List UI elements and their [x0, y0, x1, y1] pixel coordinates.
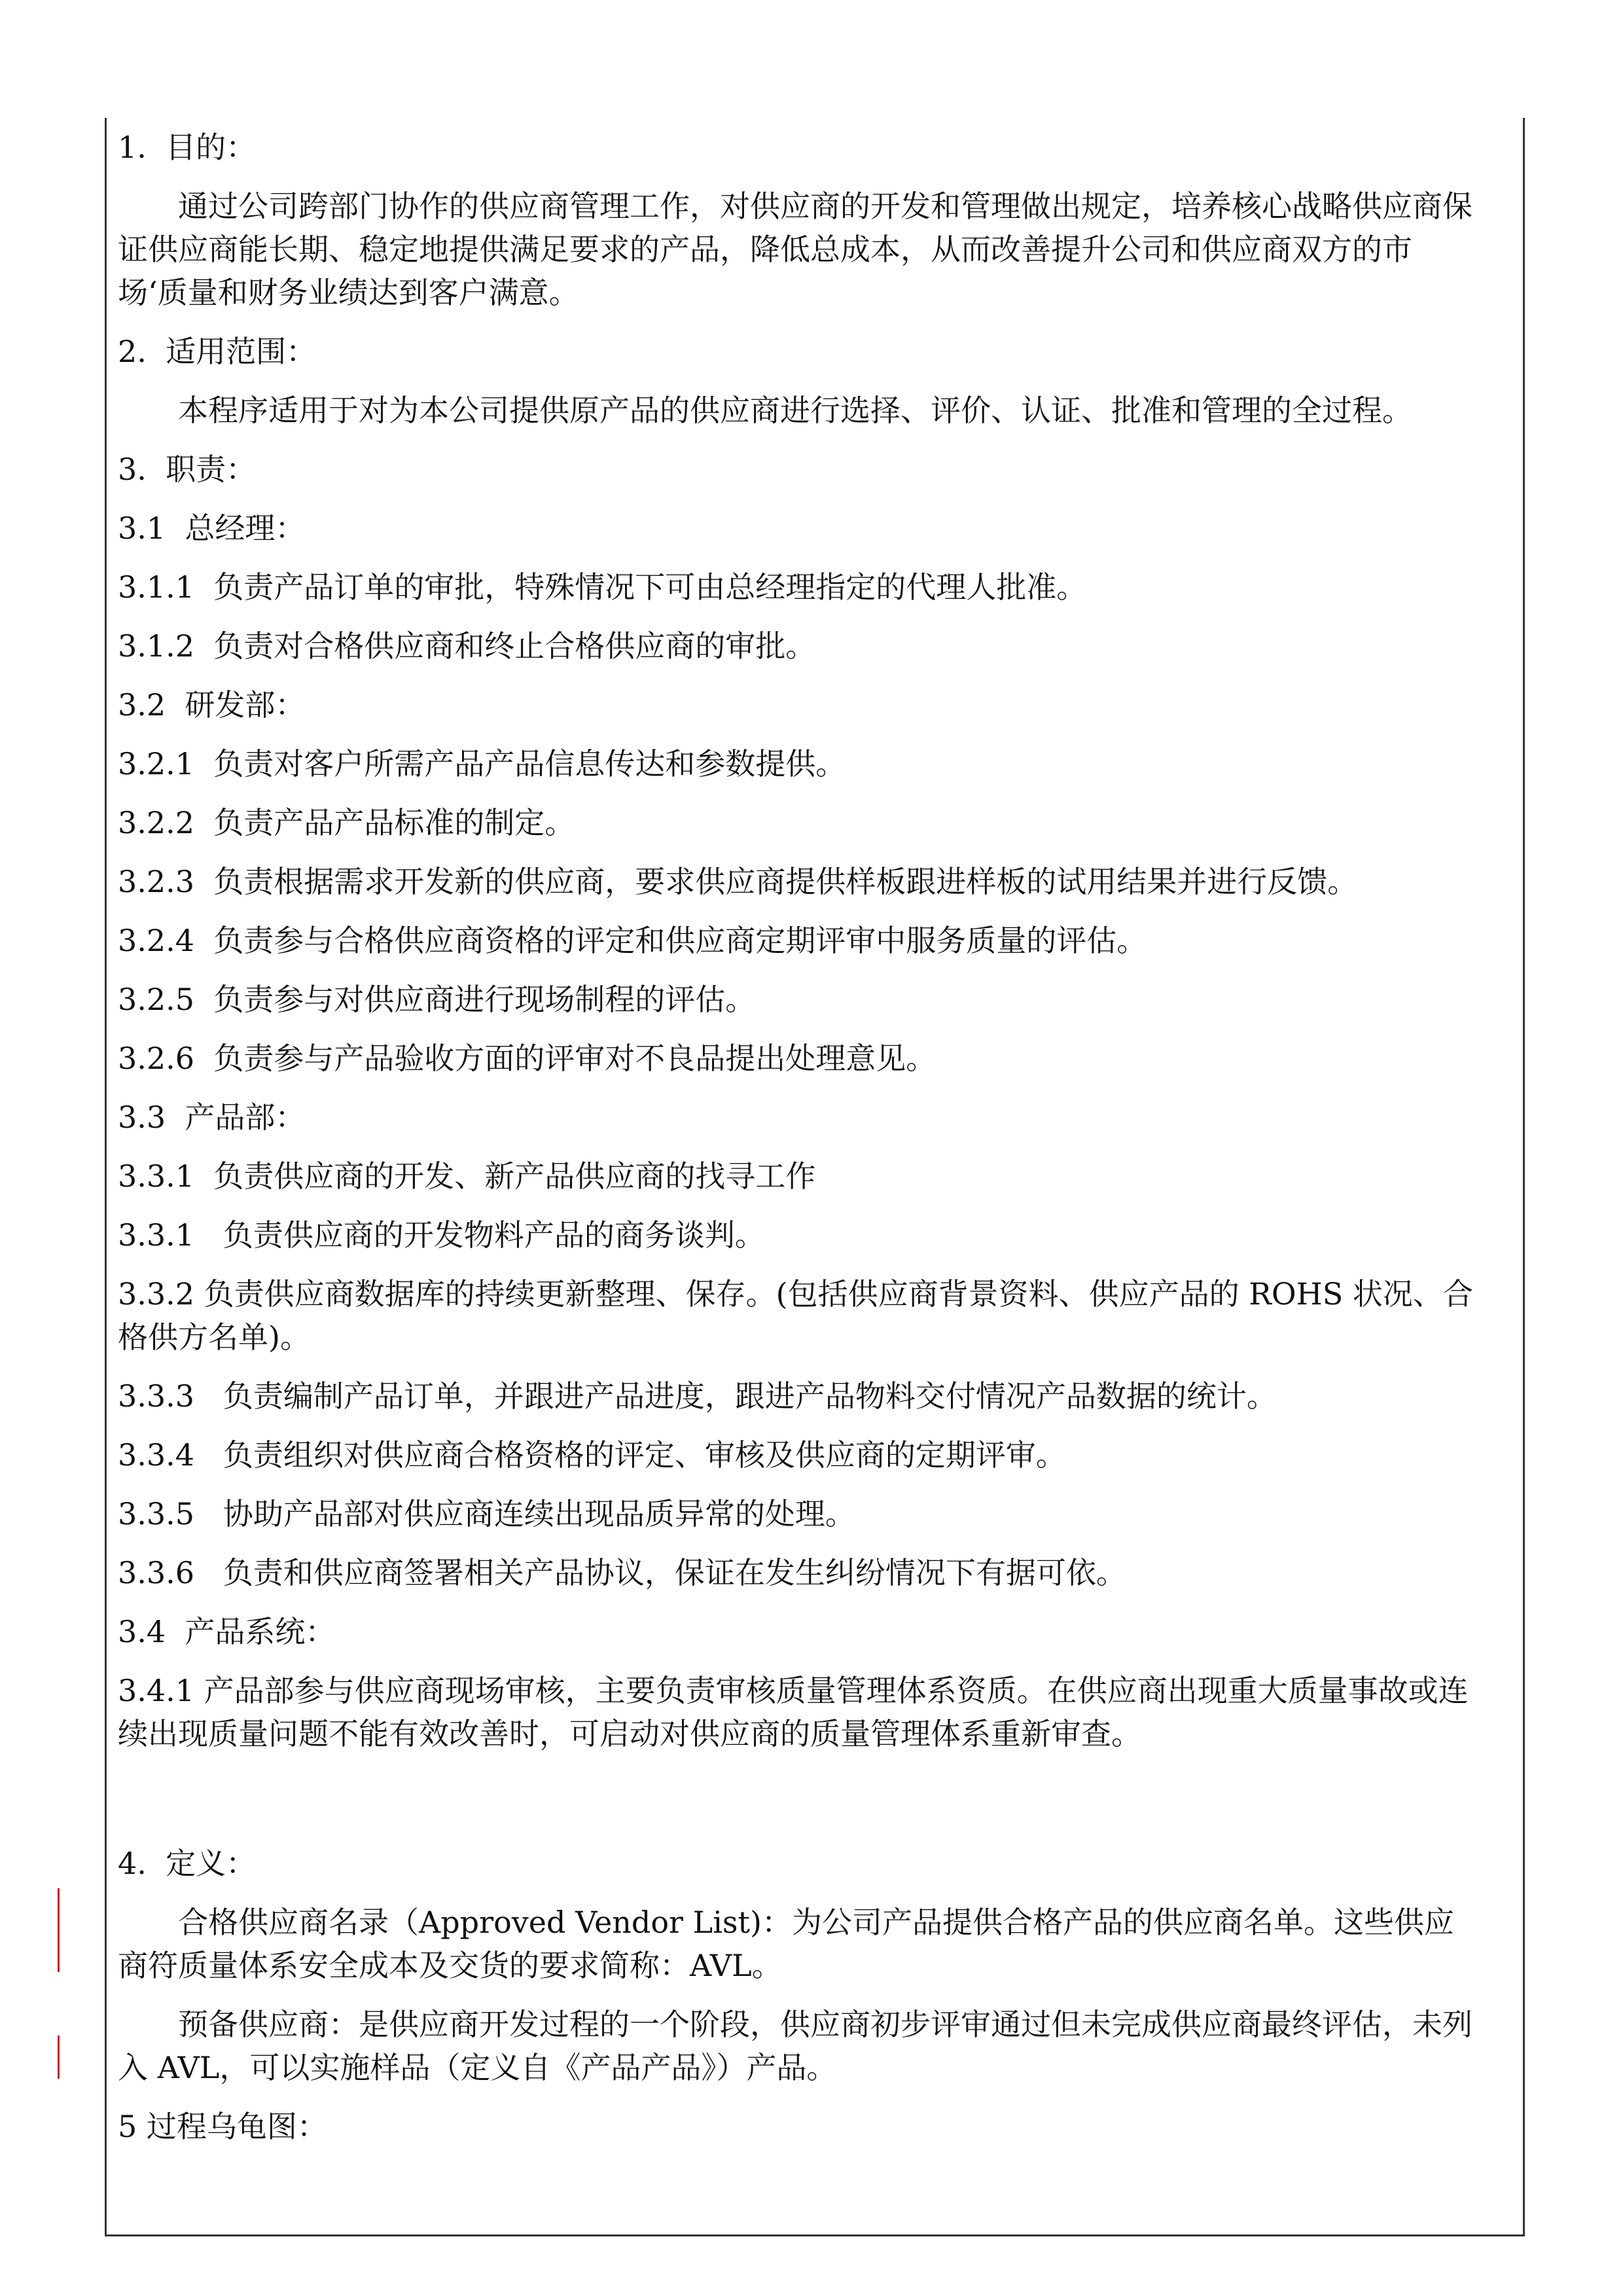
- section-heading: 2. 适用范围：: [118, 334, 317, 369]
- subsection-heading: 3.3 产品部：: [118, 1100, 306, 1135]
- list-item: 3.1.1 负责产品订单的审批，特殊情况下可由总经理指定的代理人批准。: [118, 569, 1087, 605]
- subsection-heading: 3.4 产品系统：: [118, 1614, 336, 1649]
- document-body: [118, 126, 1479, 2148]
- section-heading: 1. 目的：: [118, 130, 257, 165]
- list-item: 3.4.1 产品部参与供应商现场审核，主要负责审核质量管理体系资质。在供应商出现重大质量事故或连续出现质量问题不能有效改善时，可启动对供应商的质量管理体系重新审查。: [118, 1673, 1469, 1751]
- subsection-heading: 3.2 研发部：: [118, 687, 306, 723]
- list-item: 3.2.6 负责参与产品验收方面的评审对不良品提出处理意见。: [118, 1041, 936, 1076]
- list-item: 3.3.3 负责编制产品订单，并跟进产品进度，跟进产品物料交付情况产品数据的统计。: [118, 1378, 1277, 1414]
- revision-bar: [58, 1888, 60, 1972]
- list-item: 3.3.1 负责供应商的开发物料产品的商务谈判。: [118, 1217, 765, 1253]
- list-item: 3.2.3 负责根据需求开发新的供应商，要求供应商提供样板跟进样板的试用结果并进行反馈。: [118, 864, 1358, 899]
- list-item: 3.3.1 负责供应商的开发、新产品供应商的找寻工作: [118, 1158, 816, 1194]
- list-item: 3.2.4 负责参与合格供应商资格的评定和供应商定期评审中服务质量的评估。: [118, 923, 1147, 958]
- list-item: 3.3.6 负责和供应商签署相关产品协议，保证在发生纠纷情况下有据可依。: [118, 1555, 1126, 1590]
- list-item: 3.3.2 负责供应商数据库的持续更新整理、保存。(包括供应商背景资料、供应产品的 ROHS 状况、合格供方名单)。: [118, 1276, 1473, 1355]
- list-item: 3.3.4 负责组织对供应商合格资格的评定、审核及供应商的定期评审。: [118, 1437, 1066, 1473]
- list-item: 3.1.2 负责对合格供应商和终止合格供应商的审批。: [118, 628, 816, 664]
- section-heading: 3. 职责：: [118, 452, 257, 487]
- list-item: 3.2.2 负责产品产品标准的制定。: [118, 805, 575, 840]
- paragraph: 合格供应商名录（Approved Vendor List)：为公司产品提供合格产品的供应商名单。这些供应商符质量体系安全成本及交货的要求简称：AVL。: [118, 1905, 1454, 1983]
- section-heading: 4. 定义：: [118, 1846, 257, 1881]
- subsection-heading: 3.1 总经理：: [118, 511, 306, 546]
- list-item: 3.2.1 负责对客户所需产品产品信息传达和参数提供。: [118, 746, 846, 781]
- list-item: 3.2.5 负责参与对供应商进行现场制程的评估。: [118, 982, 756, 1017]
- revision-bar: [58, 2036, 60, 2079]
- paragraph: 预备供应商：是供应商开发过程的一个阶段，供应商初步评审通过但未完成供应商最终评估，未列入 AVL，可以实施样品（定义自《产品产品》）产品。: [118, 2007, 1472, 2085]
- paragraph: 通过公司跨部门协作的供应商管理工作，对供应商的开发和管理做出规定，培养核心战略供应商保证供应商能长期、稳定地提供满足要求的产品，降低总成本，从而改善提升公司和供应商双方的市场‘质量和财务业绩达到客户满意。: [118, 188, 1472, 310]
- section-heading: 5 过程乌龟图：: [118, 2109, 327, 2144]
- list-item: 3.3.5 协助产品部对供应商连续出现品质异常的处理。: [118, 1496, 855, 1532]
- paragraph: 本程序适用于对为本公司提供原产品的供应商进行选择、评价、认证、批准和管理的全过程。: [178, 393, 1412, 428]
